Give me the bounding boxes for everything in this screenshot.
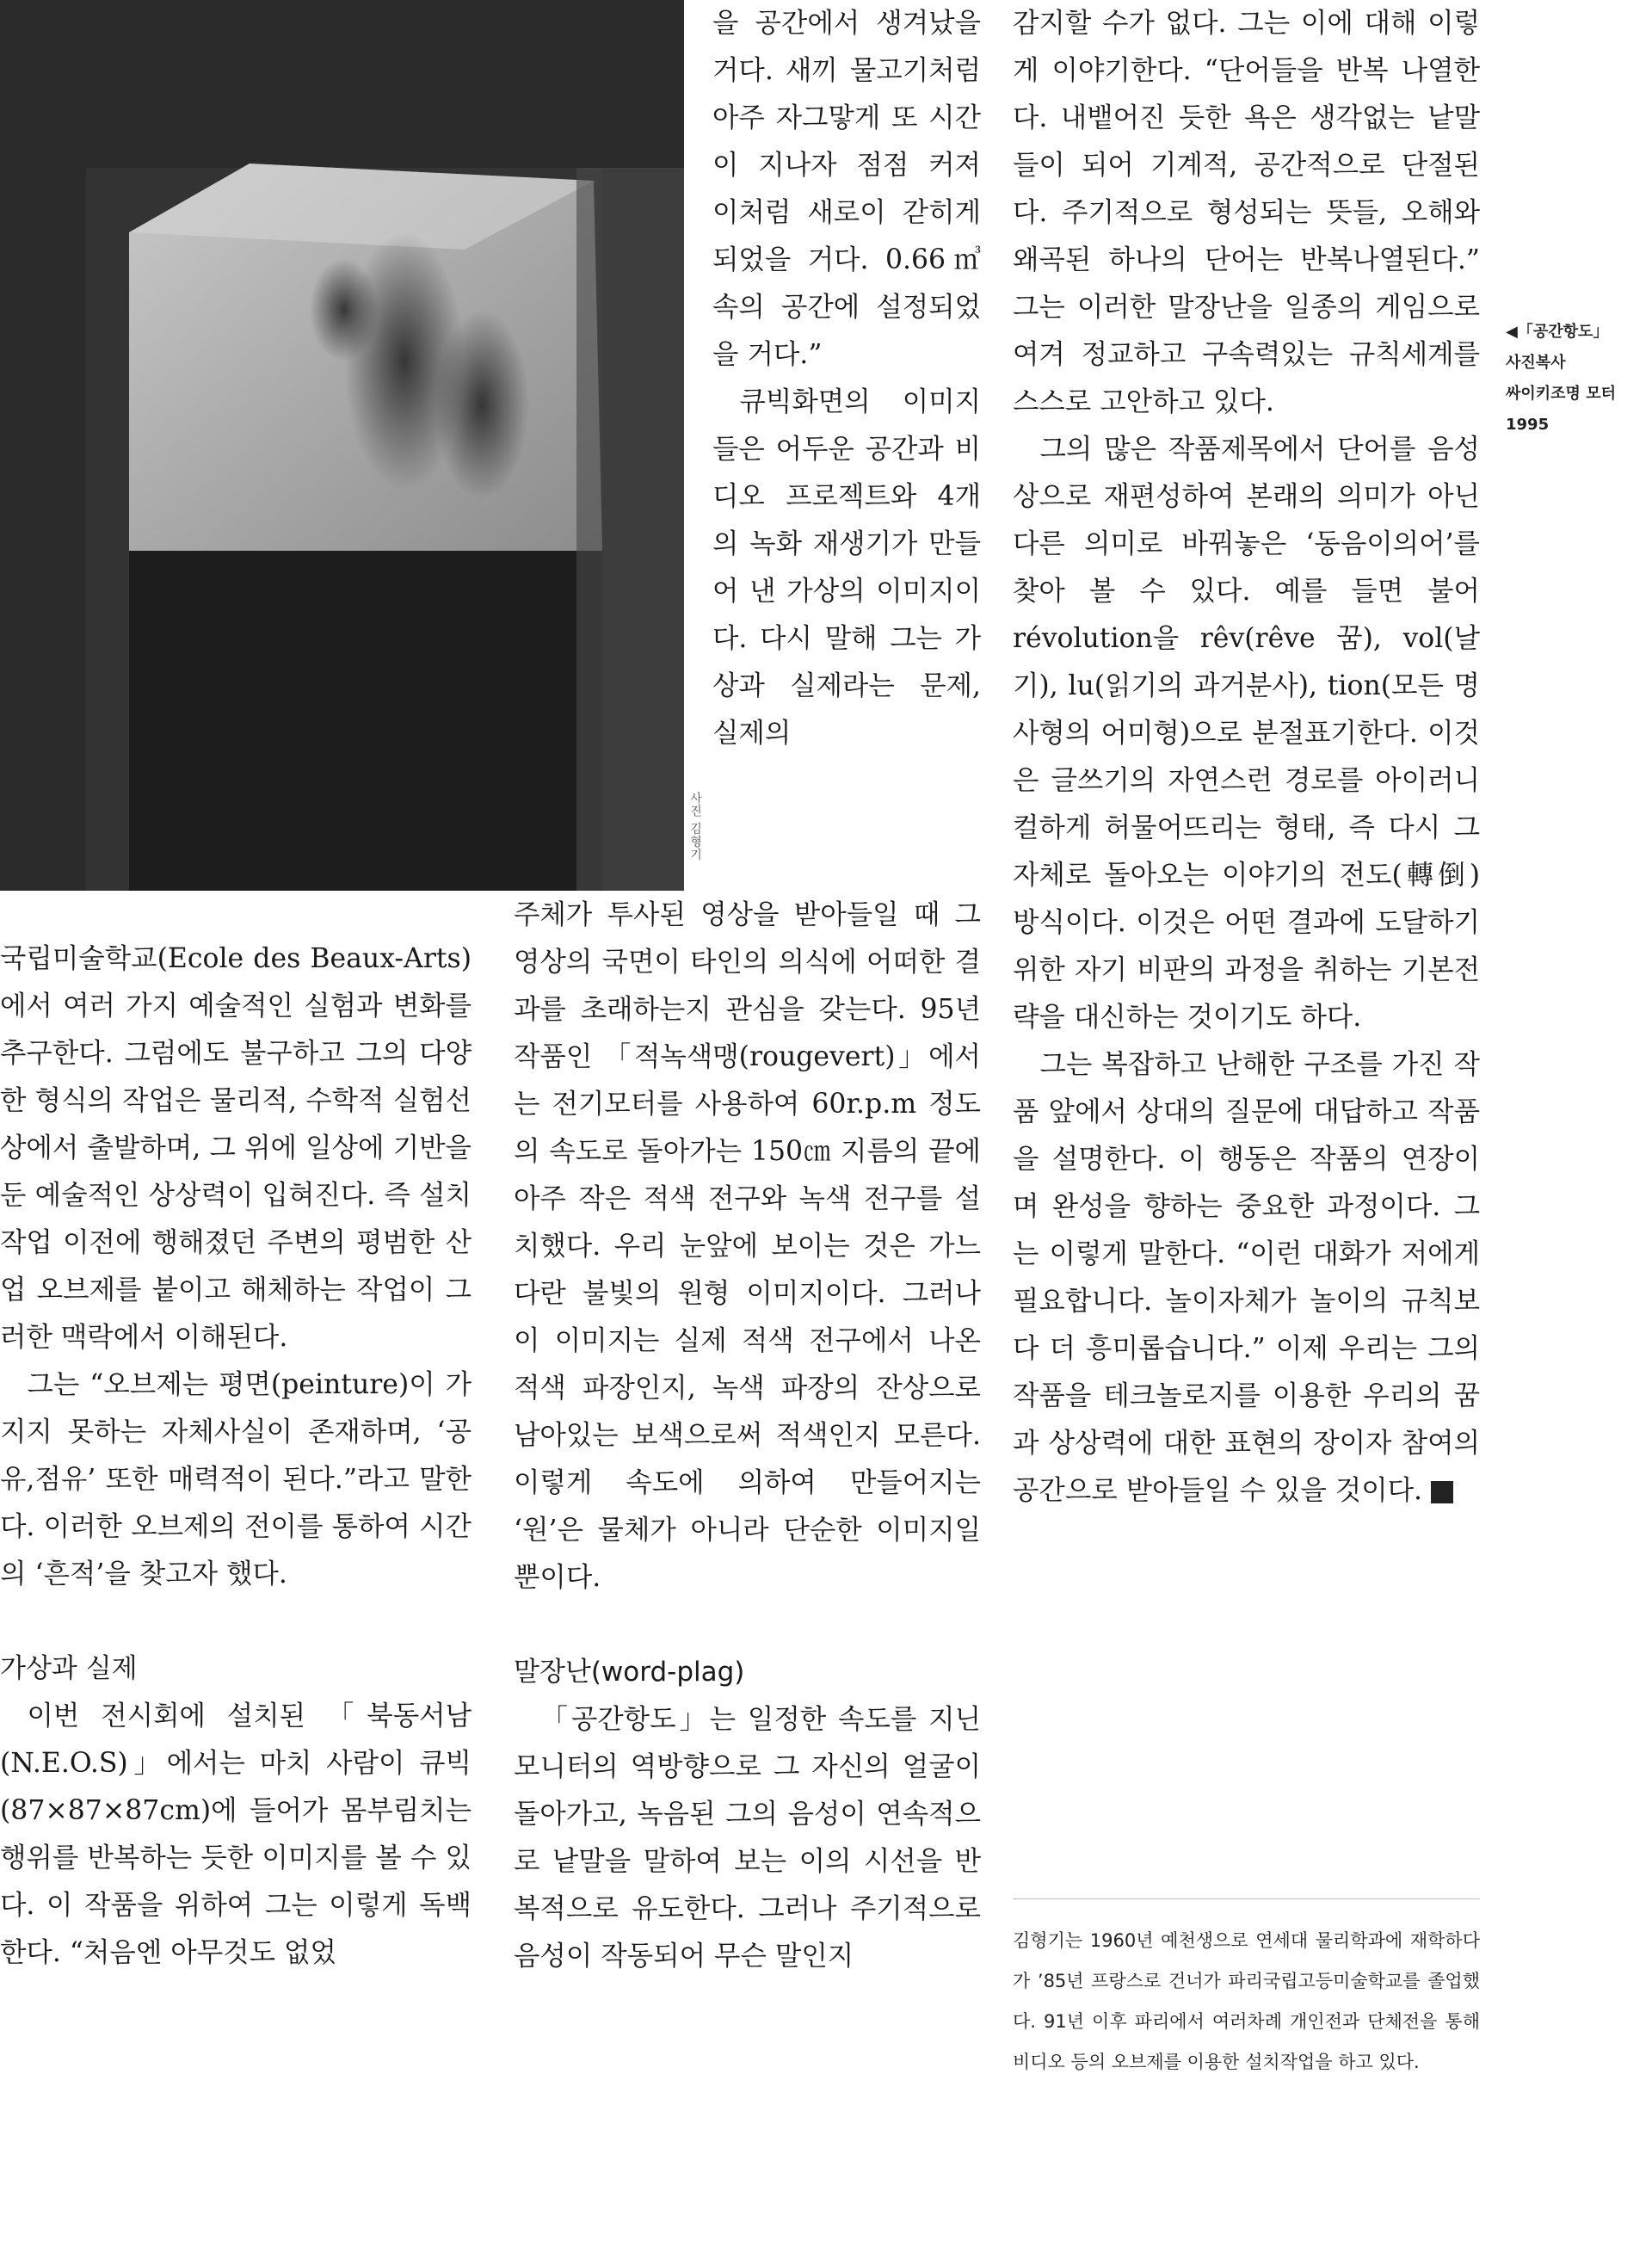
photo-illustration [0, 0, 684, 891]
column-d [1013, 0, 1480, 1520]
column-c [514, 892, 981, 1980]
caption-year: 1995 [1506, 416, 1550, 434]
paragraph: 큐빅화면의 이미지들은 어두운 공간과 비디오 프로젝트와 4개의 녹화 재생기가 만들어 낸 가상의 이미지이다. 다시 말해 그는 가상과 실제라는 문제, 실제의 [712, 386, 981, 749]
paragraph: 「공간항도」는 일정한 속도를 지닌 모니터의 역방향으로 그 자신의 얼굴이 돌아가고, 녹음된 그의 음성이 연속적으로 낱말을 말하여 보는 이의 시선을 반복적으로 유도한다. 그러나 주기적으로 음성이 작동되어 무슨 말인지 [514, 1704, 981, 1972]
paragraph: 감지할 수가 없다. 그는 이에 대해 이렇게 이야기한다. “단어들을 반복 나열한다. 내뱉어진 듯한 욕은 생각없는 낱말들이 되어 기계적, 공간적으로 단절된다. 주기적으로 형성되는 뜻들, 오해와 왜곡된 하나의 단어는 반복나열된다.” 그는 이러한 말장난을 일종의 게임으로 여겨 정교하고 구속력있는 규칙세계를 스스로 고안하고 있다. [1013, 8, 1480, 417]
artist-bio: 김형기는 1960년 예천생으로 연세대 물리학과에 재학하다가 ’85년 프랑스로 건너가 파리국립고등미술학교를 졸업했다. 91년 이후 파리에서 여러차례 개인전과 단체전을 통해 비디오 등의 오브제를 이용한 설치작업을 하고 있다. [1013, 1930, 1480, 2072]
column-b [0, 935, 472, 1977]
paragraph: 국립미술학교(Ecole des Beaux-Arts)에서 여러 가지 예술적인 실험과 변화를 추구한다. 그럼에도 불구하고 그의 다양한 형식의 작업은 물리적, 수학적 실험선상에서 출발하며, 그 위에 일상에 기반을 둔 예술적인 상상력이 입혀진다. 즉 설치작업 이전에 행해졌던 주변의 평범한 산업 오브제를 붙이고 해체하는 작업이 그러한 맥락에서 이해된다. [0, 943, 472, 1353]
paragraph [1013, 1041, 1480, 1520]
divider [1013, 1898, 1480, 1899]
paragraph: 그는 “오브제는 평면(peinture)이 가지지 못하는 자체사실이 존재하며, ‘공유,점유’ 또한 매력적이 된다.”라고 말한다. 이러한 오브제의 전이를 통하여 시간의 ‘흔적’을 찾고자 했다. [0, 1369, 472, 1589]
section-heading-virtual-and-real: 가상과 실제 [0, 1653, 138, 1684]
paragraph: 그의 많은 작품제목에서 단어를 음성 상으로 재편성하여 본래의 의미가 아닌 다른 의미로 바꿔놓은 ‘동음이의어’를 찾아 볼 수 있다. 예를 들면 불어 révolution을 rêv(rêve 꿈), vol(날기), lu(읽기의 과거분사), tion(모든 명사형의 어미형)으로 분절표기한다. 이것은 글쓰기의 자연스런 경로를 아이러니컬하게 허물어뜨리는 형태, 즉 다시 그 자체로 돌아오는 이야기의 전도(轉倒) 방식이다. 이것은 어떤 결과에 도달하기 위한 자기 비판의 과정을 취하는 기본전략을 대신하는 것이기도 하다. [1013, 434, 1480, 1033]
caption-medium: 사진복사 [1506, 354, 1566, 372]
paragraph-text: 그는 복잡하고 난해한 구조를 가진 작품 앞에서 상대의 질문에 대답하고 작품을 설명한다. 이 행동은 작품의 연장이며 완성을 향하는 중요한 과정이다. 그는 이렇게 말한다. “이런 대화가 저에게 필요합니다. 놀이자체가 놀이의 규칙보다 더 흥미롭습니다.” 이제 우리는 그의 작품을 테크놀로지를 이용한 우리의 꿈과 상상력에 대한 표현의 장이자 참여의 공간으로 받아들일 수 있을 것이다. [1013, 1049, 1480, 1506]
caption-title: ◀「공간항도」 [1506, 323, 1609, 341]
caption-material: 싸이키조명 모터 [1506, 385, 1616, 403]
paragraph: 을 공간에서 생겨났을 거다. 새끼 물고기처럼 아주 자그맣게 또 시간이 지나자 점점 커져 이처럼 새로이 갇히게 되었을 거다. 0.66㎥속의 공간에 설정되었을 거다.” [712, 8, 981, 370]
column-a [712, 0, 981, 757]
installation-photo [0, 0, 684, 891]
end-mark-icon: 미술 [1431, 1481, 1453, 1503]
section-heading-word-play: 말장난(word-plag) [514, 1657, 745, 1688]
photo-caption [1506, 317, 1652, 441]
paragraph: 이번 전시회에 설치된 「북동서남(N.E.O.S)」에서는 마치 사람이 큐빅(87×87×87cm)에 들어가 몸부림치는 행위를 반복하는 듯한 이미지를 볼 수 있다. 이 작품을 위하여 그는 이렇게 독백한다. “처음엔 아무것도 없었 [0, 1701, 472, 1968]
paragraph: 주체가 투사된 영상을 받아들일 때 그 영상의 국면이 타인의 의식에 어떠한 결과를 초래하는지 관심을 갖는다. 95년 작품인 「적녹색맹(rougevert)」에서는 전기모터를 사용하여 60r.p.m 정도의 속도로 돌아가는 150㎝ 지름의 끝에 아주 작은 적색 전구와 녹색 전구를 설치했다. 우리 눈앞에 보이는 것은 가느다란 불빛의 원형 이미지이다. 그러나 이 이미지는 실제 적색 전구에서 나온 적색 파장인지, 녹색 파장의 잔상으로 남아있는 보색으로써 적색인지 모른다. 이렇게 속도에 의하여 만들어지는 ‘원’은 물체가 아니라 단순한 이미지일 뿐이다. [514, 899, 981, 1593]
photo-credit: 사진 김형기 [688, 792, 702, 861]
